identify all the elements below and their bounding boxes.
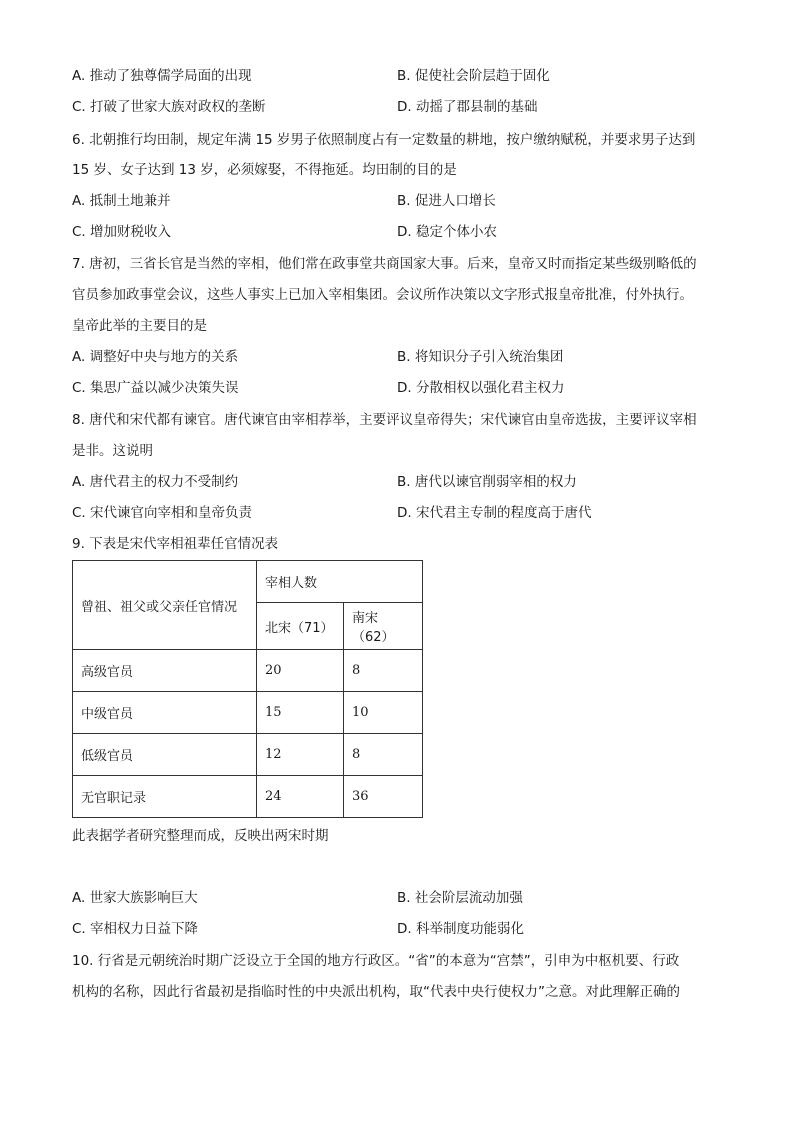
q7-stem-line-2: 官员参加政事堂会议，这些人事实上已加入宰相集团。会议所作决策以文字形式报皇帝批准，付外执行。 bbox=[72, 287, 693, 303]
table-cell-south: 36 bbox=[344, 776, 423, 818]
q5-option-d: D. 动摇了郡县制的基础 bbox=[397, 99, 538, 115]
chancellor-ancestry-table bbox=[72, 560, 423, 818]
q6-option-c: C. 增加财税收入 bbox=[72, 224, 172, 240]
q6-stem-line-1: 6. 北朝推行均田制，规定年满 15 岁男子依照制度占有一定数量的耕地，按户缴纳赋税，并要求男子达到 bbox=[72, 132, 696, 148]
table-row bbox=[73, 734, 423, 776]
table-row-header: 曾祖、祖父或父亲任官情况 bbox=[73, 561, 257, 650]
q8-option-b: B. 唐代以谏官削弱宰相的权力 bbox=[397, 474, 577, 490]
q7-stem-line-1: 7. 唐初，三省长官是当然的宰相，他们常在政事堂共商国家大事。后来，皇帝又时而指定某些级别略低的 bbox=[72, 256, 697, 272]
q9-option-d: D. 科举制度功能弱化 bbox=[397, 921, 524, 937]
table-row-label: 低级官员 bbox=[73, 734, 257, 776]
q8-option-d: D. 宋代君主专制的程度高于唐代 bbox=[397, 505, 592, 521]
q7-option-c: C. 集思广益以减少决策失误 bbox=[72, 380, 239, 396]
table-cell-south: 8 bbox=[344, 734, 423, 776]
table-cell-north: 20 bbox=[257, 650, 344, 692]
q9-option-c: C. 宰相权力日益下降 bbox=[72, 921, 199, 937]
q8-option-a: A. 唐代君主的权力不受制约 bbox=[72, 474, 239, 490]
q5-option-c: C. 打破了世家大族对政权的垄断 bbox=[72, 99, 266, 115]
q8-stem-line-1: 8. 唐代和宋代都有谏官。唐代谏官由宰相荐举，主要评议皇帝得失；宋代谏官由皇帝选拔，主要评议宰相 bbox=[72, 412, 697, 428]
table-col-north-song: 北宋（71） bbox=[257, 603, 344, 650]
q5-option-a: A. 推动了独尊儒学局面的出现 bbox=[72, 68, 252, 84]
table-row-label: 高级官员 bbox=[73, 650, 257, 692]
table-cell-north: 12 bbox=[257, 734, 344, 776]
table-row bbox=[73, 650, 423, 692]
q9-option-b: B. 社会阶层流动加强 bbox=[397, 890, 523, 906]
q7-option-a: A. 调整好中央与地方的关系 bbox=[72, 349, 239, 365]
q10-stem-line-2: 机构的名称，因此行省最初是指临时性的中央派出机构，取“代表中央行使权力”之意。对此理解正确的 bbox=[72, 984, 680, 1000]
q9-table-note: 此表据学者研究整理而成，反映出两宋时期 bbox=[72, 828, 329, 844]
table-cell-south: 10 bbox=[344, 692, 423, 734]
q8-stem-line-2: 是非。这说明 bbox=[72, 443, 153, 459]
q6-option-a: A. 抵制土地兼并 bbox=[72, 193, 171, 209]
q7-option-d: D. 分散相权以强化君主权力 bbox=[397, 380, 565, 396]
q8-option-c: C. 宋代谏官向宰相和皇帝负责 bbox=[72, 505, 253, 521]
q5-option-b: B. 促使社会阶层趋于固化 bbox=[397, 68, 550, 84]
table-col-south-song: 南宋（62） bbox=[344, 603, 423, 650]
table-group-header: 宰相人数 bbox=[257, 561, 423, 603]
q7-option-b: B. 将知识分子引入统治集团 bbox=[397, 349, 564, 365]
table-row-label: 无官职记录 bbox=[73, 776, 257, 818]
q6-option-b: B. 促进人口增长 bbox=[397, 193, 496, 209]
table-cell-north: 15 bbox=[257, 692, 344, 734]
table-row bbox=[73, 692, 423, 734]
q9-stem-line-1: 9. 下表是宋代宰相祖辈任官情况表 bbox=[72, 536, 279, 552]
q6-option-d: D. 稳定个体小农 bbox=[397, 224, 497, 240]
table-cell-north: 24 bbox=[257, 776, 344, 818]
table-row-label: 中级官员 bbox=[73, 692, 257, 734]
q9-option-a: A. 世家大族影响巨大 bbox=[72, 890, 198, 906]
table-row bbox=[73, 776, 423, 818]
table-cell-south: 8 bbox=[344, 650, 423, 692]
q7-stem-line-3: 皇帝此举的主要目的是 bbox=[72, 318, 207, 334]
q10-stem-line-1: 10. 行省是元朝统治时期广泛设立于全国的地方行政区。“省”的本意为“宫禁”，引申为中枢机要、行政 bbox=[72, 953, 680, 969]
q6-stem-line-2: 15 岁、女子达到 13 岁，必须嫁娶，不得拖延。均田制的目的是 bbox=[72, 162, 457, 178]
